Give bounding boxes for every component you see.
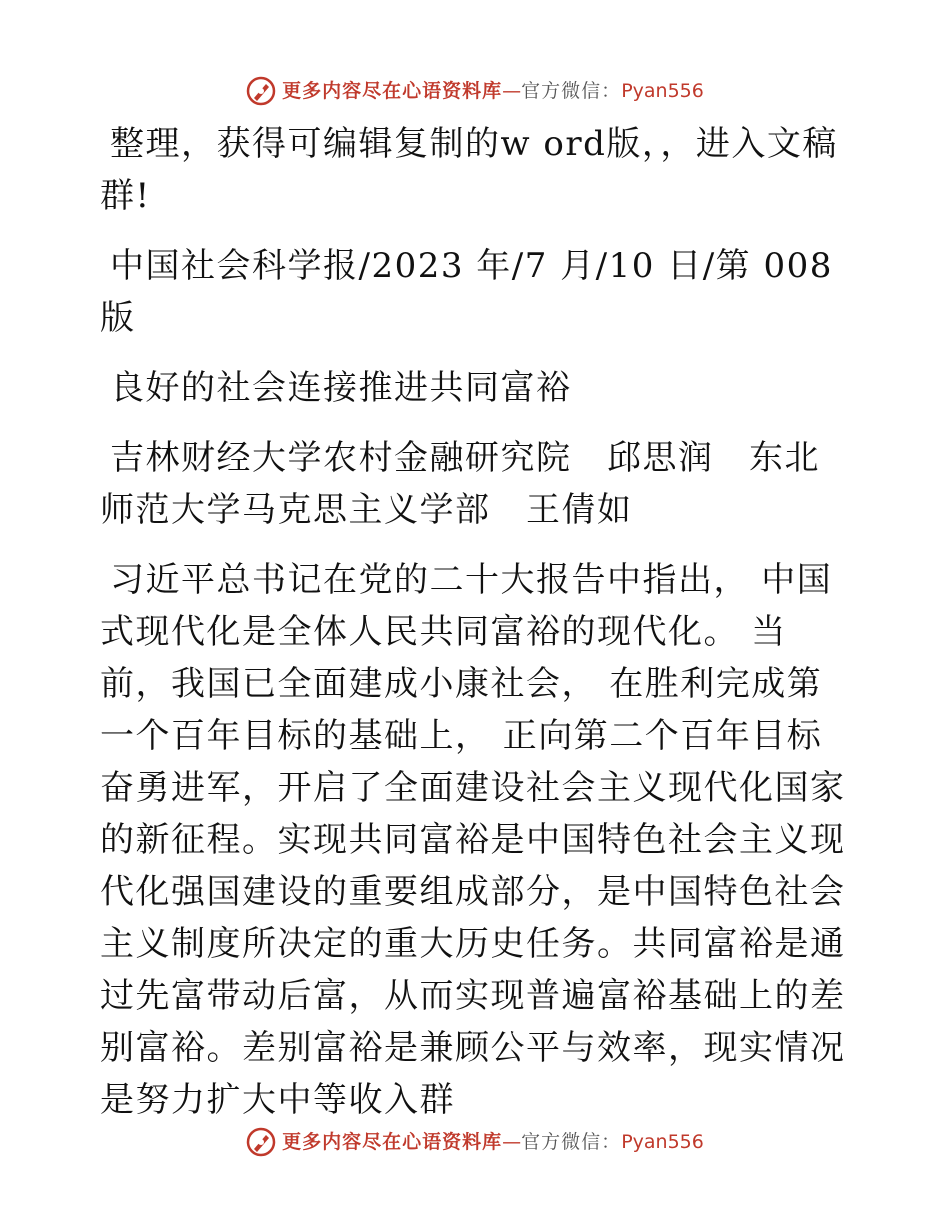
- article-body-paragraph: 习近平总书记在党的二十大报告中指出， 中国式现代化是全体人民共同富裕的现代化。 当前，我国已全面建成小康社会， 在胜利完成第一个百年目标的基础上， 正向第二个百年目标奋勇进军，开启了全面建设社会主义现代化国家的新征程。实现共同富裕是中国特色社会主义现代化强国建设的重要组成部分，是中国特色社会主义制度所决定的重大历史任务。共同富裕是通过先富带动后富，从而实现普遍富裕基础上的差别富裕。差别富裕是兼顾公平与效率，现实情况是努力扩大中等收入群: [100, 560, 846, 1120]
- document-body: [100, 118, 850, 1144]
- watermark-sub-text: 官方微信：: [521, 80, 622, 102]
- intro-paragraph: 整理，获得可编辑复制的w ord版，，进入文稿群!: [100, 124, 838, 216]
- footer-watermark: [0, 1127, 950, 1157]
- watermark-dash: —: [502, 1131, 522, 1153]
- source-line: 中国社会科学报/2023 年/7 月/10 日/第 008 版: [100, 246, 833, 338]
- watermark-main-text: 更多内容尽在心语资料库: [282, 80, 503, 102]
- author-line: 吉林财经大学农村金融研究院 邱思润 东北师范大学马克思主义学部 王倩如: [100, 438, 820, 530]
- header-watermark: [0, 76, 950, 106]
- watermark-dash: —: [502, 80, 522, 102]
- watermark-wechat-id: Pyan556: [621, 1131, 704, 1153]
- watermark-main-text: 更多内容尽在心语资料库: [282, 1131, 503, 1153]
- article-title: 良好的社会连接推进共同富裕: [110, 368, 572, 408]
- watermark-wechat-id: Pyan556: [621, 80, 704, 102]
- watermark-sub-text: 官方微信：: [521, 1131, 622, 1153]
- pen-logo-icon: [246, 1127, 276, 1157]
- pen-logo-icon: [246, 76, 276, 106]
